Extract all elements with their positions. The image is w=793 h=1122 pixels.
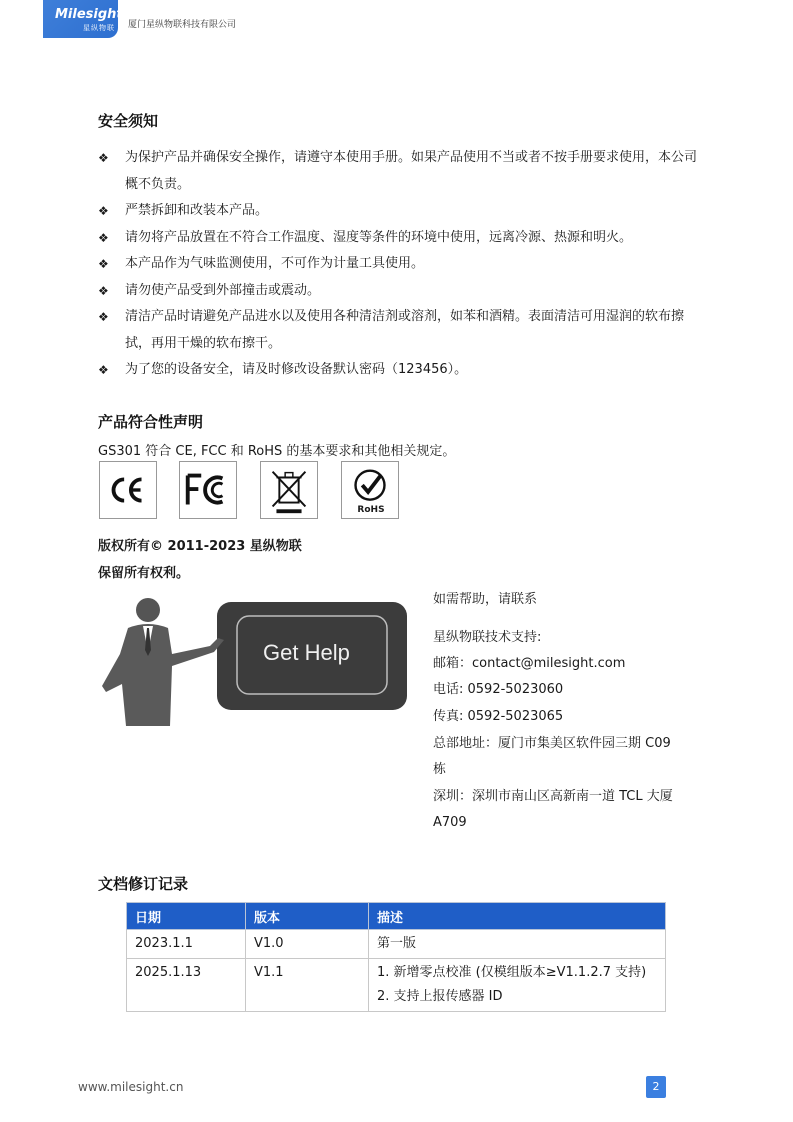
support-title: 星纵物联技术支持: bbox=[433, 630, 542, 645]
rohs-label: RoHS bbox=[357, 505, 385, 515]
list-item: ❖ 本产品作为气味监测使用，不可作为计量工具使用。 bbox=[98, 251, 708, 278]
brand-logo bbox=[43, 0, 123, 38]
bullet-diamond-icon: ❖ bbox=[98, 151, 109, 165]
cell-version: V1.0 bbox=[246, 930, 369, 959]
bullet-diamond-icon: ❖ bbox=[98, 230, 109, 245]
cell-description: 1. 新增零点校准 (仅模组版本≥V1.1.2.7 支持) 2. 支持上报传感器 ID bbox=[369, 959, 666, 1012]
get-help-illustration bbox=[100, 594, 410, 726]
logo-subtitle: 星纵物联 bbox=[83, 24, 115, 32]
compliance-title: 产品符合性声明 bbox=[98, 413, 204, 431]
cell-date: 2023.1.1 bbox=[127, 930, 246, 959]
safety-title: 安全须知 bbox=[98, 112, 159, 130]
list-item: ❖ 严禁拆卸和改装本产品。 bbox=[98, 198, 708, 225]
weee-bin-icon bbox=[260, 461, 318, 519]
rights-reserved: 保留所有权利。 bbox=[98, 566, 190, 581]
fcc-mark-icon bbox=[179, 461, 237, 519]
list-item: ❖ 为了您的设备安全，请及时修改设备默认密码（123456）。 bbox=[98, 357, 708, 384]
bullet-diamond-icon: ❖ bbox=[98, 310, 109, 324]
table-row bbox=[127, 930, 666, 959]
list-item: ❖ 请勿将产品放置在不符合工作温度、湿度等条件的环境中使用，远离冷源、热源和明火。 bbox=[98, 225, 708, 252]
bullet-diamond-icon: ❖ bbox=[98, 283, 109, 298]
revision-title: 文档修订记录 bbox=[98, 875, 189, 893]
cell-date: 2025.1.13 bbox=[127, 959, 246, 1012]
hq-address-cont: 栋 bbox=[433, 762, 447, 777]
company-name: 厦门星纵物联科技有限公司 bbox=[128, 20, 237, 30]
col-version: 版本 bbox=[246, 903, 369, 930]
logo-name: Milesight bbox=[55, 7, 123, 22]
support-phone: 电话: 0592-5023060 bbox=[433, 682, 564, 697]
list-item: ❖ 清洁产品时请避免产品进水以及使用各种清洁剂或溶剂，如苯和酒精。表面清洁可用湿润的软布擦拭，再用干燥的软布擦干。 bbox=[98, 304, 708, 357]
table-row bbox=[127, 959, 666, 1012]
shenzhen-address: 深圳：深圳市南山区高新南一道 TCL 大厦 bbox=[433, 789, 673, 804]
list-item: ❖ 为保护产品并确保安全操作，请遵守本使用手册。如果产品使用不当或者不按手册要求使用，本公司概不负责。 bbox=[98, 145, 708, 198]
safety-list bbox=[98, 145, 708, 384]
bullet-diamond-icon: ❖ bbox=[98, 363, 109, 377]
bullet-diamond-icon: ❖ bbox=[98, 204, 109, 218]
revision-table bbox=[126, 902, 666, 1012]
bullet-diamond-icon: ❖ bbox=[98, 257, 109, 271]
help-intro: 如需帮助，请联系 bbox=[433, 592, 538, 607]
cell-description: 第一版 bbox=[369, 930, 666, 959]
list-item: ❖ 请勿使产品受到外部撞击或震动。 bbox=[98, 278, 708, 305]
copyright-line: 版权所有© 2011-2023 星纵物联 bbox=[98, 539, 302, 554]
col-description: 描述 bbox=[369, 903, 666, 930]
support-fax: 传真: 0592-5023065 bbox=[433, 709, 564, 724]
get-help-button: Get Help bbox=[263, 640, 350, 665]
col-date: 日期 bbox=[127, 903, 246, 930]
compliance-text: GS301 符合 CE, FCC 和 RoHS 的基本要求和其他相关规定。 bbox=[98, 444, 456, 459]
businessman-pointing-icon bbox=[100, 594, 410, 726]
page-number: 2 bbox=[646, 1076, 666, 1098]
shenzhen-address-cont: A709 bbox=[433, 815, 467, 830]
ce-mark-icon bbox=[99, 461, 157, 519]
rohs-mark-icon bbox=[341, 461, 399, 519]
table-header-row bbox=[127, 903, 666, 930]
cell-version: V1.1 bbox=[246, 959, 369, 1012]
hq-address: 总部地址：厦门市集美区软件园三期 C09 bbox=[433, 736, 671, 751]
footer-website: www.milesight.cn bbox=[78, 1080, 184, 1094]
support-email: 邮箱：contact@milesight.com bbox=[433, 656, 626, 671]
